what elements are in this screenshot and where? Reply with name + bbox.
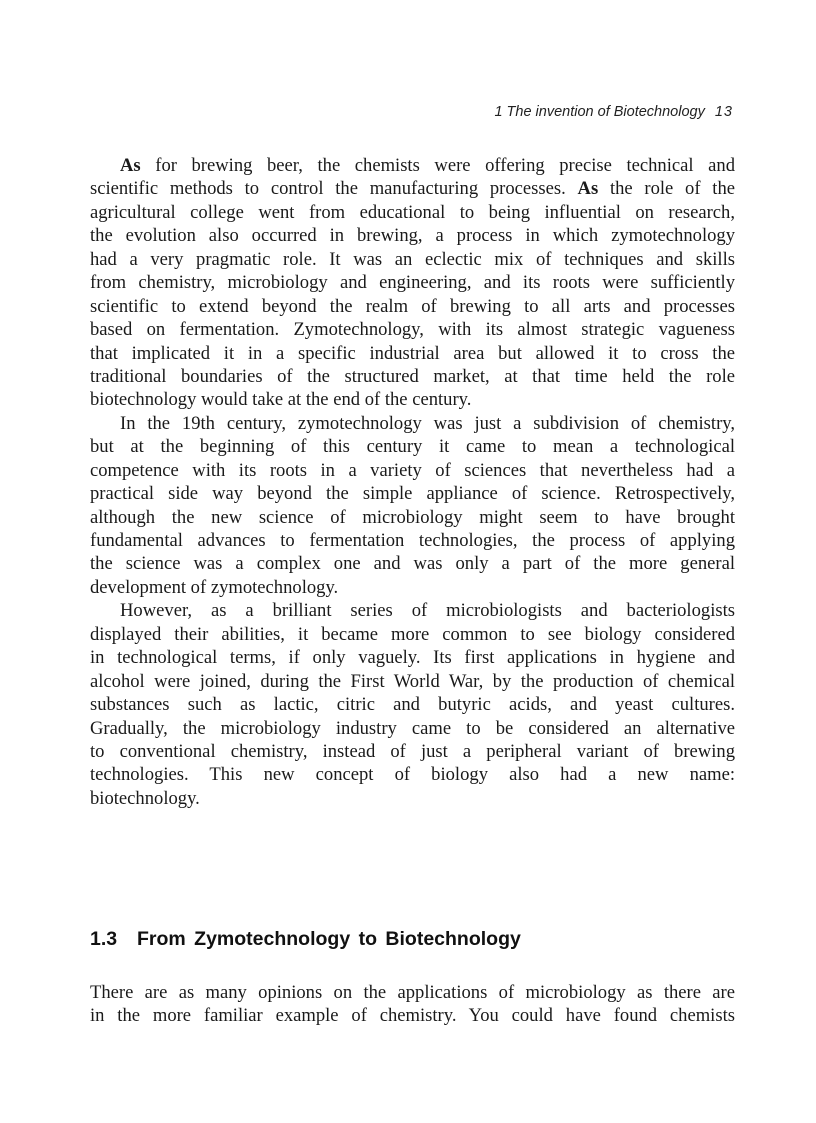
text-line: competence with its roots in a variety of sciences that nevertheless had a (90, 459, 735, 481)
text-line: the evolution also occurred in brewing, a process in which zymotechnology (90, 225, 735, 247)
text-line: that implicated it in a specific industrial area but allowed it to cross the (90, 342, 735, 364)
section-title: From Zymotechnology to Biotechnology (137, 928, 521, 950)
text-line: in the more familiar example of chemistry. You could have found chemists (90, 1005, 735, 1027)
text-line: in technological terms, if only vaguely. Its first applications in hygiene and (90, 647, 735, 669)
text-line: practical side way beyond the simple appliance of science. Retrospectively, (90, 483, 735, 505)
section-heading (90, 928, 521, 951)
text-line: biotechnology. (90, 787, 200, 809)
text-line: although the new science of microbiology might seem to have brought (90, 506, 735, 528)
text-line: biotechnology would take at the end of the century. (90, 389, 472, 411)
bold-word: As (120, 155, 141, 176)
text-line: but at the beginning of this century it came to mean a technological (90, 436, 735, 458)
running-head (0, 104, 733, 120)
text-line: There are as many opinions on the applications of microbiology as there are (90, 982, 735, 1003)
text-line: substances such as lactic, citric and butyric acids, and yeast cultures. (90, 694, 735, 716)
section-paragraph (90, 981, 735, 1028)
text-line: development of zymotechnology. (90, 576, 339, 598)
text-line: from chemistry, microbiology and engineering, and its roots were sufficiently (90, 272, 735, 294)
section-number: 1.3 (90, 928, 118, 950)
text-line: As for brewing beer, the chemists were offering precise technical and (120, 155, 735, 176)
text-line: agricultural college went from educational to being influential on research, (90, 201, 735, 223)
text-line: However, as a brilliant series of microbiologists and bacteriologists (120, 600, 735, 622)
text-line: In the 19th century, zymotechnology was just a subdivision of chemistry, (120, 412, 735, 434)
text-line: had a very pragmatic role. It was an eclectic mix of techniques and skills (90, 248, 735, 270)
text-line: Gradually, the microbiology industry came to be considered an alternative (90, 717, 735, 739)
text-line: based on fermentation. Zymotechnology, with its almost strategic vagueness (90, 319, 735, 341)
page-number: 13 (714, 104, 733, 120)
bold-word: As (577, 178, 599, 200)
chapter-title: 1 The invention of Biotechnology (494, 104, 705, 120)
paragraph-1 (90, 154, 735, 810)
text-line: scientific to extend beyond the realm of brewing to all arts and processes (90, 295, 735, 317)
text-line: fundamental advances to fermentation technologies, the process of applying (90, 530, 735, 551)
text-line: alcohol were joined, during the First World War, by the production of chemical (90, 670, 735, 692)
text-line: the science was a complex one and was only a part of the more general (90, 553, 735, 575)
text-line: scientific methods to control the manufacturing processes. As the role of the (90, 178, 735, 200)
text-line: traditional boundaries of the structured market, at that time held the role (90, 365, 735, 387)
text-line: technologies. This new concept of biology also had a new name: (90, 764, 735, 786)
text-line: displayed their abilities, it became more common to see biology considered (90, 623, 735, 645)
text-line: to conventional chemistry, instead of just a peripheral variant of brewing (90, 740, 735, 762)
